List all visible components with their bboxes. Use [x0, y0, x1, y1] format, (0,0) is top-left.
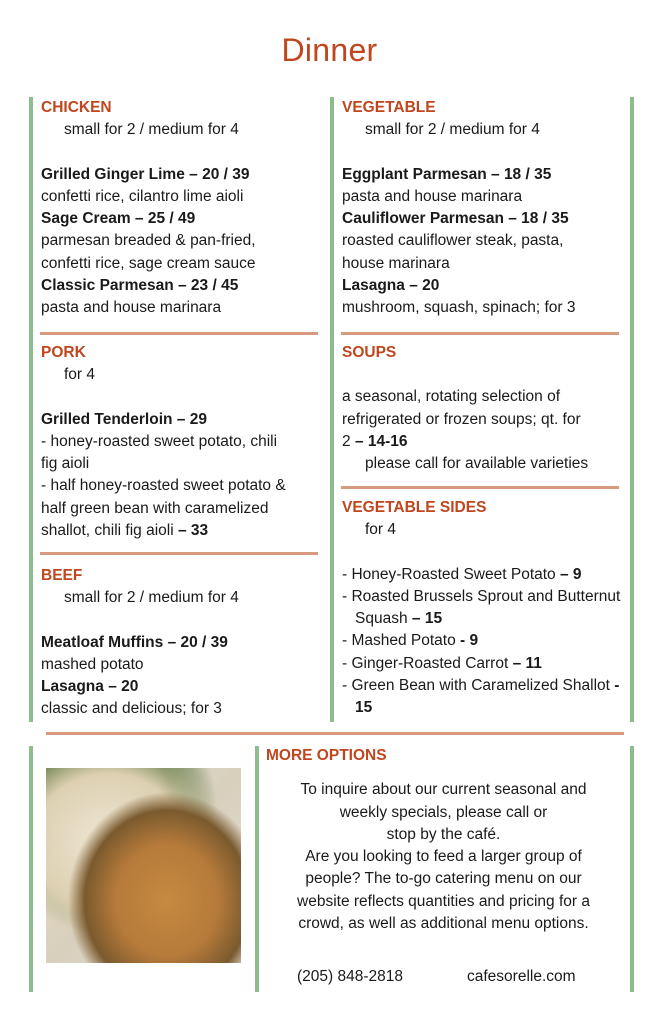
dinner-plate-photo-icon — [46, 768, 241, 963]
menu-item-desc: roasted cauliflower steak, pasta, — [342, 232, 564, 250]
sides-sizes: for 4 — [365, 521, 397, 539]
beef-sizes: small for 2 / medium for 4 — [64, 589, 239, 607]
side-item — [342, 653, 627, 675]
more-text-line: people? The to-go catering menu on our — [305, 870, 582, 888]
vegetable-section — [342, 97, 627, 320]
center-divider — [330, 97, 334, 722]
more-text-line: crowd, as well as additional menu options. — [298, 915, 589, 933]
sides-heading: VEGETABLE SIDES — [342, 499, 487, 516]
menu-item-name: Lasagna – 20 — [41, 678, 139, 696]
side-name: - Roasted Brussels Sprout and Butternut Squash — [342, 587, 621, 628]
chicken-section — [41, 97, 326, 320]
price: – 33 — [177, 522, 209, 540]
menu-item-desc: mushroom, squash, spinach; for 3 — [342, 299, 576, 317]
more-text-line: To inquire about our current seasonal and — [300, 781, 587, 799]
menu-item-desc: fig aioli — [41, 455, 90, 473]
soups-desc: refrigerated or frozen soups; qt. for — [342, 410, 581, 428]
more-text-line: website reflects quantities and pricing for a — [297, 892, 590, 910]
menu-item-desc: mashed potato — [41, 655, 144, 673]
menu-item-name: Grilled Ginger Lime – 20 / 39 — [41, 165, 250, 183]
side-item — [342, 630, 627, 652]
side-name: - Honey-Roasted Sweet Potato — [342, 565, 560, 583]
side-item — [342, 675, 627, 720]
chicken-heading: CHICKEN — [41, 99, 112, 116]
desc-text: shallot, chili fig aioli — [41, 522, 178, 540]
beef-heading: BEEF — [41, 567, 83, 584]
divider-pork-beef — [40, 552, 318, 555]
menu-item-desc: confetti rice, cilantro lime aioli — [41, 187, 244, 205]
price: – 9 — [559, 565, 582, 583]
menu-item-name: Classic Parmesan – 23 / 45 — [41, 277, 239, 295]
vegetable-sizes: small for 2 / medium for 4 — [365, 121, 540, 139]
side-item — [342, 564, 627, 586]
soups-heading: SOUPS — [342, 344, 397, 361]
side-name: - Mashed Potato — [342, 632, 461, 650]
bottom-center-divider — [255, 746, 259, 992]
menu-item-desc: pasta and house marinara — [41, 299, 222, 317]
pork-section — [41, 342, 326, 542]
chicken-sizes: small for 2 / medium for 4 — [64, 121, 239, 139]
soups-note: please call for available varieties — [365, 455, 589, 473]
menu-item-desc: classic and delicious; for 3 — [41, 700, 222, 718]
more-text-line: Are you looking to feed a larger group of — [305, 848, 582, 866]
menu-item-name: Lasagna – 20 — [342, 277, 440, 295]
price: – 11 — [512, 654, 542, 672]
side-name: - Ginger-Roasted Carrot — [342, 654, 513, 672]
soups-desc: a seasonal, rotating selection of — [342, 388, 560, 406]
menu-item-desc: confetti rice, sage cream sauce — [41, 254, 256, 272]
menu-item-desc: - honey-roasted sweet potato, chili — [41, 432, 278, 450]
beef-section — [41, 565, 326, 721]
menu-item-desc — [41, 520, 326, 542]
desc-text: 2 — [342, 432, 355, 450]
menu-item-desc: parmesan breaded & pan-fried, — [41, 232, 256, 250]
price: – 14-16 — [354, 432, 408, 450]
right-border — [630, 97, 634, 722]
vegetable-heading: VEGETABLE — [342, 99, 436, 116]
price: - 9 — [460, 632, 479, 650]
side-name: - Green Bean with Caramelized Shallot — [342, 677, 615, 695]
bottom-left-border — [29, 746, 33, 992]
soups-section — [342, 342, 627, 475]
website-link[interactable]: cafesorelle.com — [467, 968, 576, 985]
bottom-right-border — [630, 746, 634, 992]
pork-heading: PORK — [41, 344, 86, 361]
more-text-line: stop by the café. — [386, 825, 501, 843]
vegetable-sides-section — [342, 497, 627, 720]
menu-item-name: Eggplant Parmesan – 18 / 35 — [342, 165, 552, 183]
menu-item-name: Grilled Tenderloin – 29 — [41, 410, 207, 428]
side-item — [342, 586, 627, 631]
menu-item-desc: pasta and house marinara — [342, 187, 523, 205]
divider-chicken-pork — [40, 332, 318, 335]
left-border — [29, 97, 33, 722]
divider-bottom — [46, 732, 624, 735]
price: - 15 — [355, 677, 620, 717]
page-title: Dinner — [281, 32, 378, 68]
menu-item-desc: - half honey-roasted sweet potato & — [41, 477, 286, 495]
divider-vegetable-soups — [341, 332, 619, 335]
more-options-heading: MORE OPTIONS — [266, 747, 387, 764]
menu-item-desc: half green bean with caramelized — [41, 499, 269, 517]
menu-item-name: Sage Cream – 25 / 49 — [41, 210, 196, 228]
divider-soups-sides — [341, 486, 619, 489]
more-options-section — [266, 745, 621, 935]
phone-number[interactable]: (205) 848-2818 — [297, 968, 403, 985]
more-text-line: weekly specials, please call or — [339, 803, 548, 821]
soups-desc — [342, 431, 627, 453]
pork-sizes: for 4 — [64, 366, 96, 384]
menu-item-name: Meatloaf Muffins – 20 / 39 — [41, 633, 228, 651]
menu-item-desc: house marinara — [342, 254, 450, 272]
price: – 15 — [411, 610, 443, 628]
menu-item-name: Cauliflower Parmesan – 18 / 35 — [342, 210, 569, 228]
